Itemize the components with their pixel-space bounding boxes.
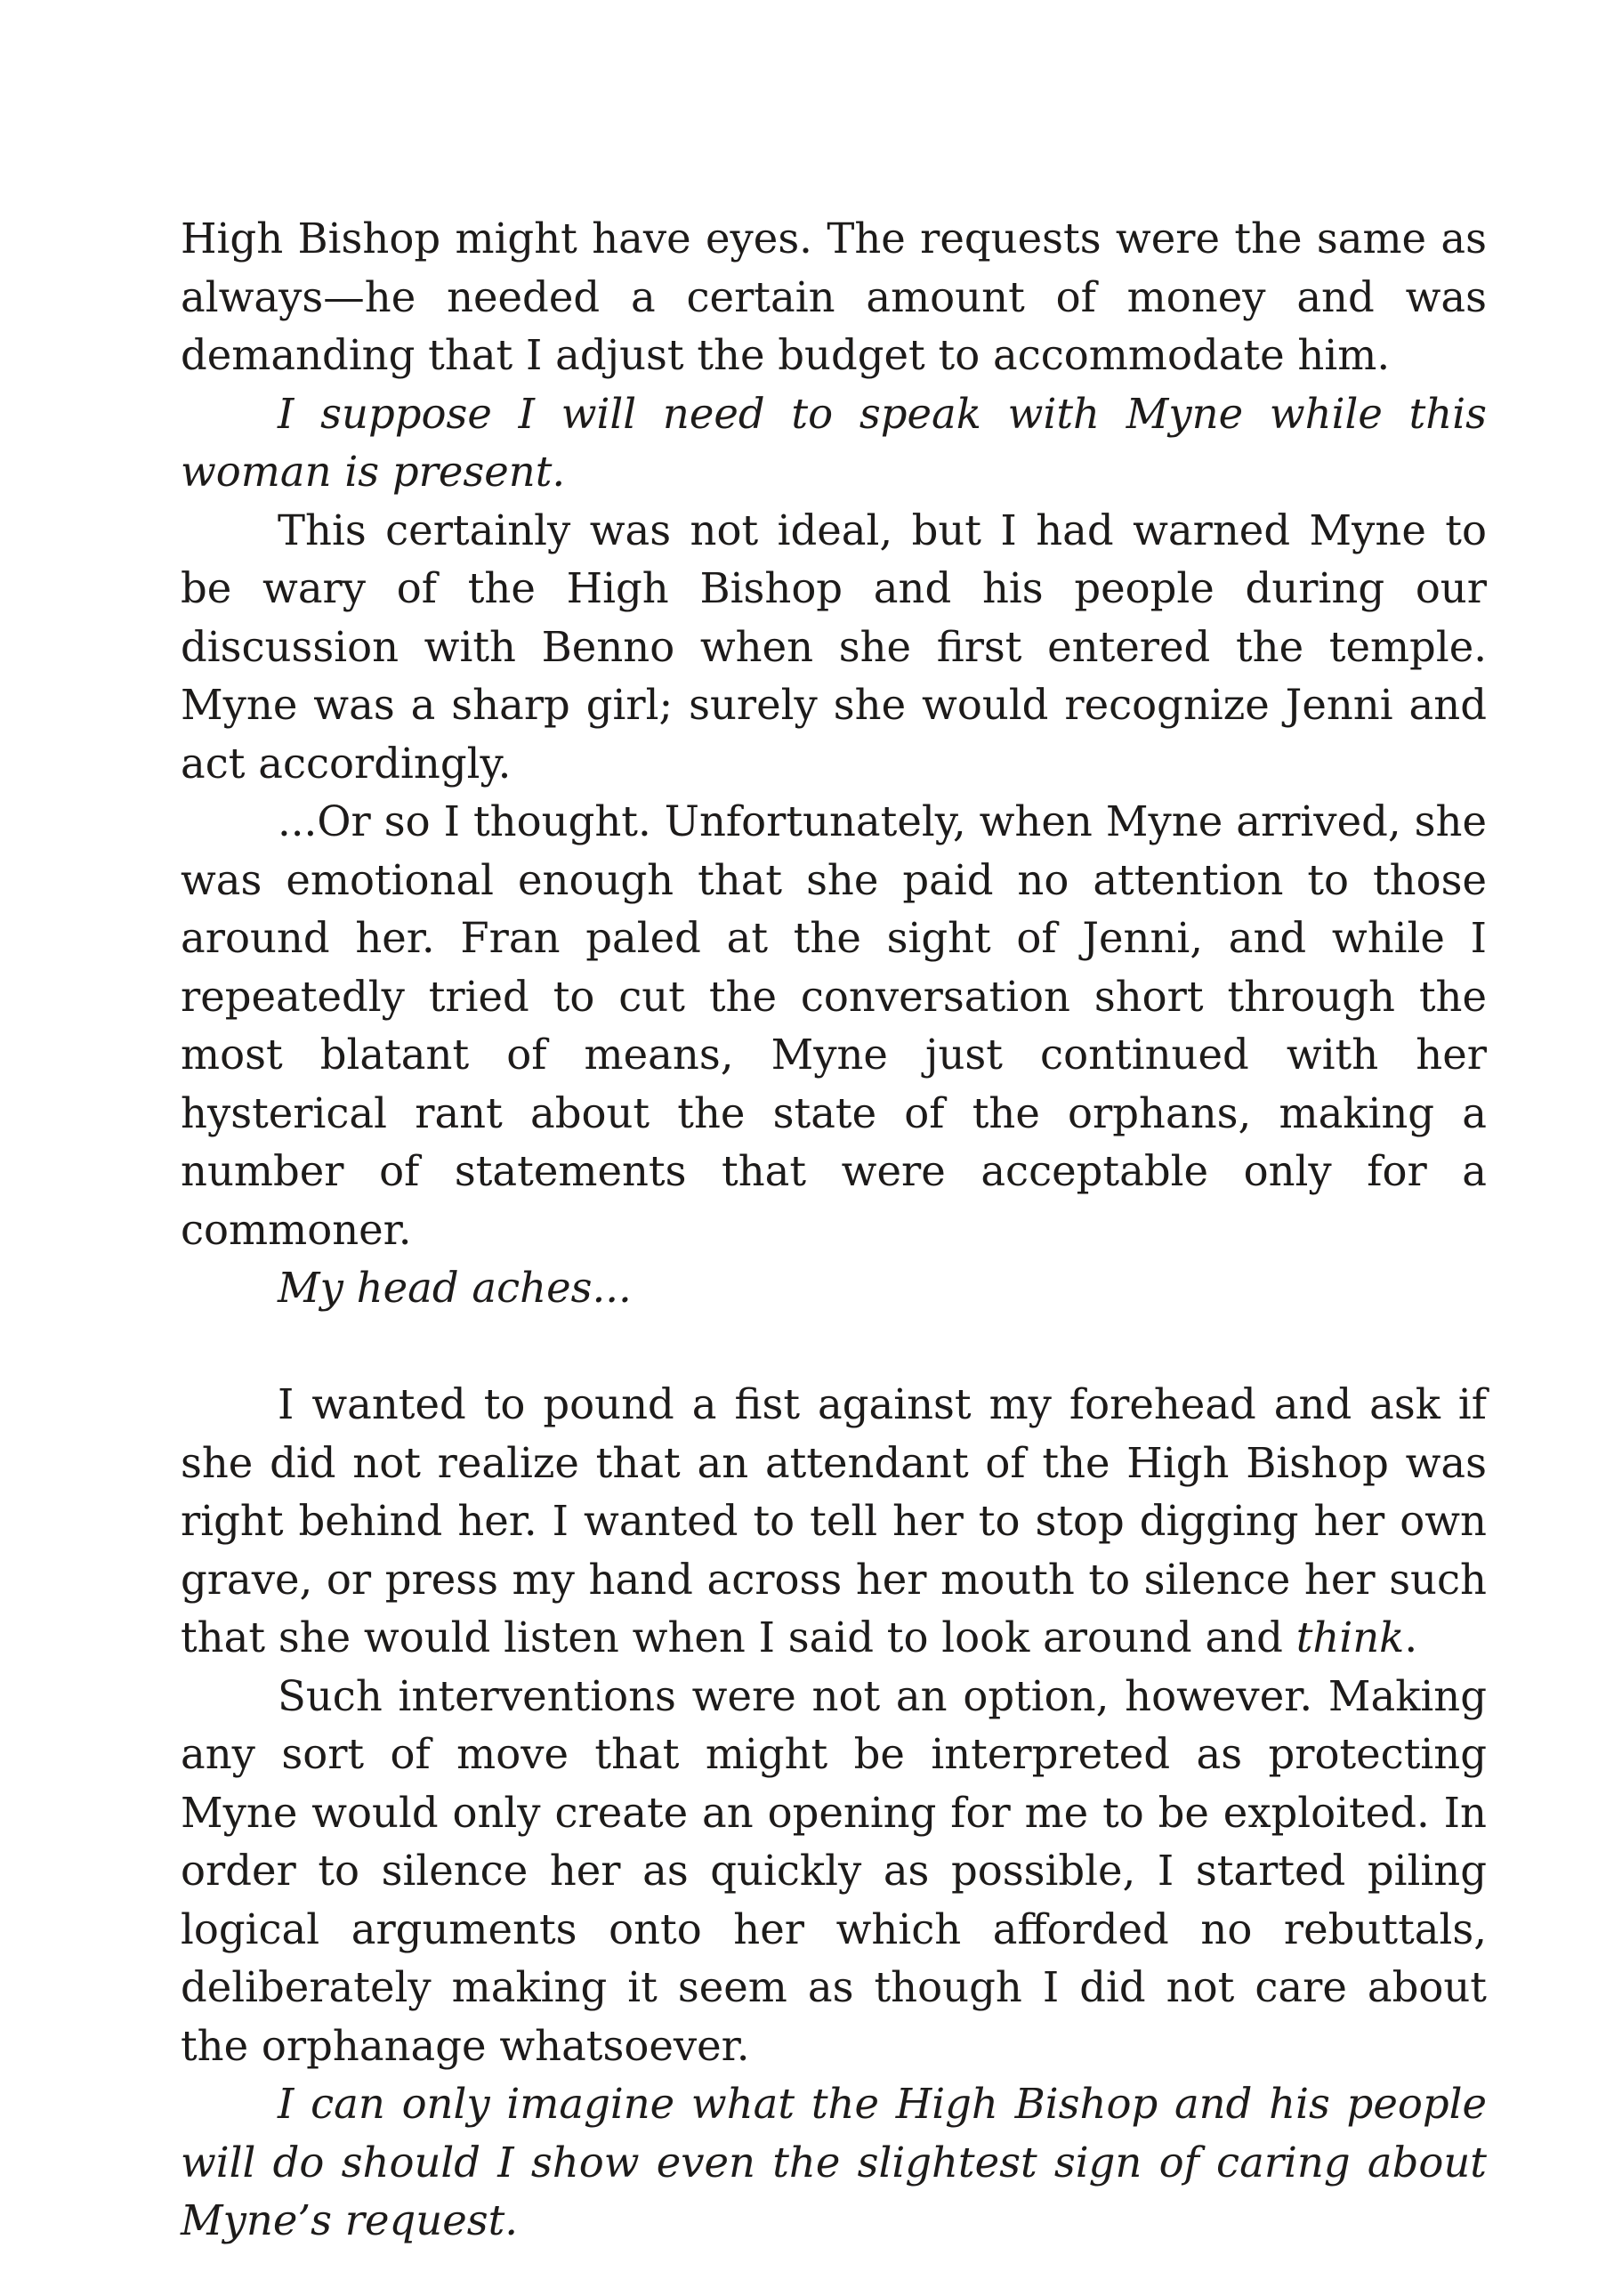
- paragraph-5-thought: My head aches...: [278, 1264, 632, 1312]
- paragraph-4: ...Or so I thought. Unfortunately, when Myne arrived, she was emotional enough that she paid no attention to those around her. Fran paled at the sight of Jenni, and while I repeatedly tried to cut the conversation short through the most blatant of means, Myne just continued with her hysterical rant about the state of the orphans, making a number of statements that were acceptable only for a commoner.: [181, 797, 1487, 1254]
- paragraph-6-text: I wanted to pound a fist against my forehead and ask if she did not realize that an attendant of the High Bishop was right behind her. I wanted to tell her to stop digging her own grave, or press my hand across her mouth to silence her such that she would listen when I said to look around and: [181, 1380, 1487, 1661]
- paragraph-7: Such interventions were not an option, however. Making any sort of move that might be interpreted as protecting Myne would only create an opening for me to be exploited. In order to silence her as quickly as possible, I started piling logical arguments onto her which afforded no rebuttals, deliberately making it seem as though I did not care about the orphanage whatsoever.: [181, 1671, 1487, 2070]
- paragraph-6: [181, 1376, 1487, 1668]
- body-text: [181, 210, 1487, 2251]
- paragraph-8-thought: I can only imagine what the High Bishop and his people will do should I show even the slightest sign of caring about Myne’s request.: [181, 2080, 1487, 2244]
- scene-break-spacer: [181, 1318, 1487, 1377]
- emphasis-think: think: [1295, 1613, 1405, 1661]
- paragraph-1: High Bishop might have eyes. The requests were the same as always—he needed a certain amount of money and was demanding that I adjust the budget to accommodate him.: [181, 214, 1487, 379]
- paragraph-2-thought: I suppose I will need to speak with Myne while this woman is present.: [181, 389, 1487, 496]
- paragraph-3: This certainly was not ideal, but I had warned Myne to be wary of the High Bishop and his people during our discussion with Benno when she first entered the temple. Myne was a sharp girl; surely she would recognize Jenni and act accordingly.: [181, 505, 1487, 788]
- emphasis-think-period: .: [1404, 1613, 1418, 1661]
